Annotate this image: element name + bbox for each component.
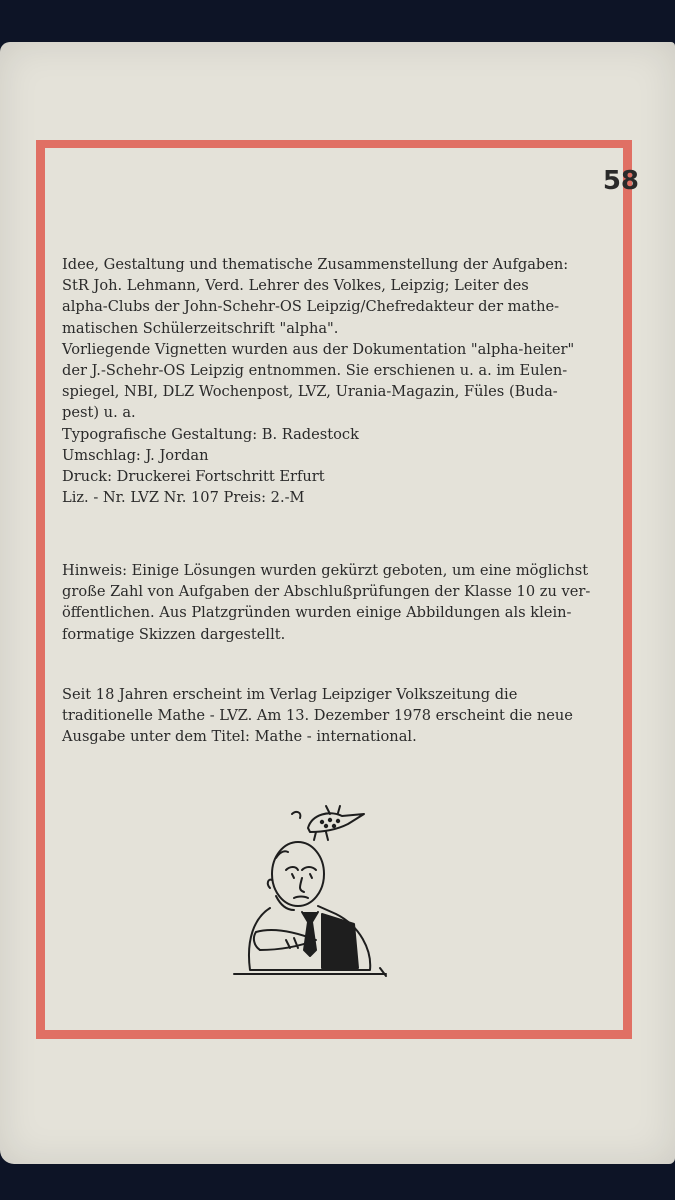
cartoon-illustration <box>230 800 390 1000</box>
note-line: öffentlichen. Aus Platzgründen wurden einige Abbildungen als klein- <box>62 604 572 622</box>
announcement-line: traditionelle Mathe - LVZ. Am 13. Dezember 1978 erscheint die neue <box>62 707 573 725</box>
credits-line: StR Joh. Lehmann, Verd. Lehrer des Volkes, Leipzig; Leiter des <box>62 277 529 295</box>
credits-line: alpha-Clubs der John-Schehr-OS Leipzig/Chefredakteur der mathe- <box>62 298 560 316</box>
announcement-block <box>62 684 622 748</box>
announcement-line: Seit 18 Jahren erscheint im Verlag Leipziger Volkszeitung die <box>62 686 518 703</box>
announcement-line: Ausgabe unter dem Titel: Mathe - international. <box>62 728 417 746</box>
credits-line: spiegel, NBI, DLZ Wochenpost, LVZ, Urania-Magazin, Füles (Buda- <box>62 383 558 401</box>
credits-line: matischen Schülerzeitschrift "alpha". <box>62 319 339 337</box>
credits-line: pest) u. a. <box>62 404 136 422</box>
credits-block <box>62 254 622 508</box>
license-row <box>62 487 622 508</box>
note-line: Hinweis: Einige Lösungen wurden gekürzt geboten, um eine möglichst <box>62 562 589 579</box>
credits-line: Druck: Druckerei Fortschritt Erfurt <box>62 468 325 486</box>
credits-line: Vorliegende Vignetten wurden aus der Dokumentation "alpha-heiter" <box>62 340 575 358</box>
note-line: formatige Skizzen dargestellt. <box>62 625 286 643</box>
page-number: 58 <box>602 166 639 196</box>
credits-line: Idee, Gestaltung und thematische Zusammenstellung der Aufgaben: <box>62 256 569 273</box>
credits-line: Umschlag: J. Jordan <box>62 446 209 464</box>
note-line: große Zahl von Aufgaben der Abschlußprüfungen der Klasse 10 zu ver- <box>62 583 591 601</box>
price: Preis: 2.-M <box>223 489 305 507</box>
license-number: Liz. - Nr. LVZ Nr. 107 <box>62 489 219 507</box>
note-block <box>62 560 622 645</box>
credits-line: der J.-Schehr-OS Leipzig entnommen. Sie erschienen u. a. im Eulen- <box>62 362 568 380</box>
credits-line: Typografische Gestaltung: B. Radestock <box>62 425 359 443</box>
